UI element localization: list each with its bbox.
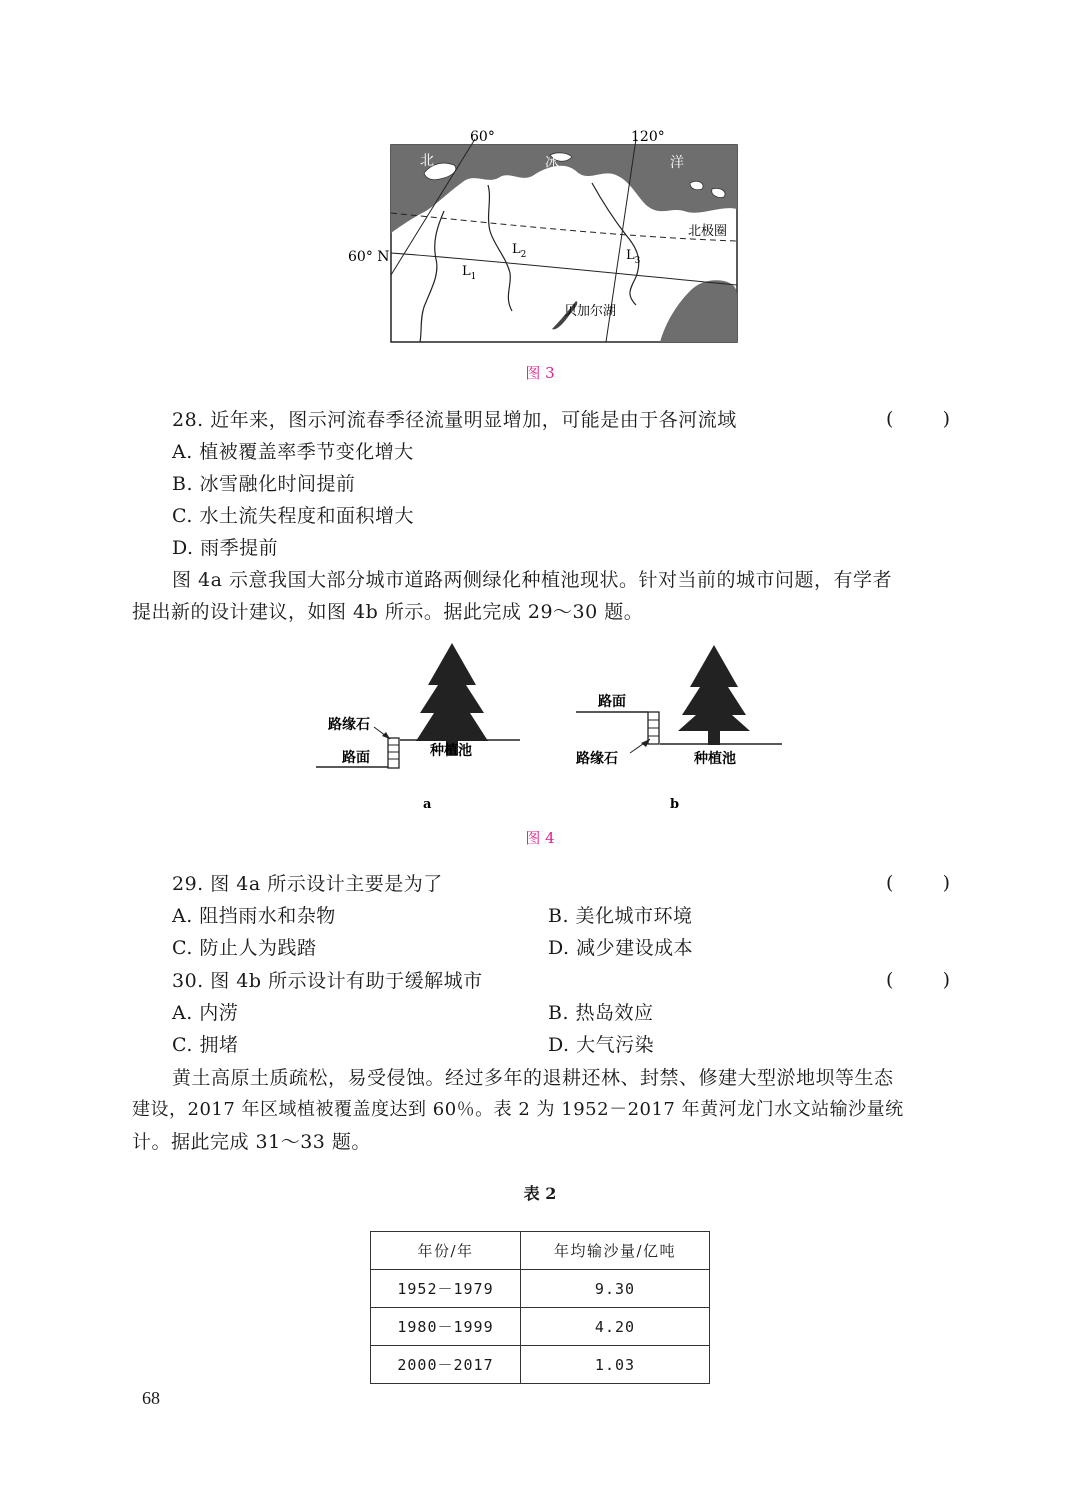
table-row	[371, 1308, 710, 1346]
table-cell-sediment: 1.03	[520, 1346, 709, 1384]
curb-a	[388, 738, 399, 768]
table-2	[370, 1231, 710, 1384]
paren-open: (	[886, 872, 894, 894]
arctic-circle-label: 北极圈	[688, 224, 728, 239]
question-30-answer-blank	[886, 969, 950, 991]
pool-label-a: 种植池	[430, 743, 472, 759]
q30-option-a: A. 内涝	[172, 1002, 239, 1024]
table-header-row	[371, 1232, 710, 1270]
lake-baikal-label: 贝加尔湖	[564, 304, 617, 319]
table-cell-year: 1952－1979	[371, 1270, 521, 1308]
table-cell-year: 1980－1999	[371, 1308, 521, 1346]
q28-option-a: A. 植被覆盖率季节变化增大	[172, 441, 414, 463]
q28-option-b: B. 冰雪融化时间提前	[172, 473, 356, 495]
intro-29-line-2: 提出新的设计建议，如图 4b 所示。据此完成 29～30 题。	[132, 601, 644, 623]
figure-3-map	[340, 125, 750, 350]
paren-close: )	[942, 408, 950, 430]
table-row	[371, 1346, 710, 1384]
subfig-label-b: b	[670, 797, 680, 812]
q28-option-c: C. 水土流失程度和面积增大	[172, 505, 414, 527]
road-label-a: 路面	[342, 750, 370, 766]
page-number: 68	[142, 1388, 160, 1408]
figure-4-diagram	[300, 635, 800, 815]
table-header-year: 年份/年	[371, 1232, 521, 1270]
sea-char-yang: 洋	[670, 155, 684, 171]
pool-label-b: 种植池	[694, 751, 736, 767]
intro-31-line-1: 黄土高原土质疏松，易受侵蚀。经过多年的退耕还林、封禁、修建大型淤地坝等生态	[172, 1067, 894, 1089]
curb-label-b: 路缘石	[576, 751, 618, 767]
table-2-caption: 表 2	[523, 1184, 557, 1203]
river-l2-label: $L_2$	[512, 242, 527, 260]
question-28-answer-blank	[886, 408, 950, 430]
question-28-stem: 28. 近年来，图示河流春季径流量明显增加，可能是由于各河流域	[172, 409, 737, 431]
table-row	[371, 1270, 710, 1308]
question-30-stem: 30. 图 4b 所示设计有助于缓解城市	[172, 970, 483, 992]
q29-option-c: C. 防止人为践踏	[172, 937, 317, 959]
subfig-label-a: a	[423, 797, 432, 812]
lon-60-label: 60°	[470, 129, 495, 145]
q28-option-d: D. 雨季提前	[172, 537, 279, 559]
q30-option-d: D. 大气污染	[548, 1034, 655, 1056]
road-label-b: 路面	[598, 694, 626, 710]
paren-close: )	[942, 969, 950, 991]
sea-char-bei: 北	[420, 153, 434, 169]
table-cell-sediment: 4.20	[520, 1308, 709, 1346]
paren-open: (	[886, 969, 894, 991]
intro-31-line-3: 计。据此完成 31～33 题。	[132, 1131, 371, 1153]
lon-120-label: 120°	[631, 129, 665, 145]
figure-4-caption: 图 4	[525, 829, 555, 847]
tree-icon-b	[678, 645, 750, 731]
curb-label-a: 路缘石	[328, 717, 370, 733]
sea-char-bing: 冰	[545, 155, 559, 171]
paren-close: )	[942, 872, 950, 894]
table-cell-sediment: 9.30	[520, 1270, 709, 1308]
river-l3-label: $L_3$	[626, 248, 641, 266]
question-29-answer-blank	[886, 872, 950, 894]
lat-60n-label: 60° N	[348, 249, 390, 265]
figure-3-caption: 图 3	[525, 364, 555, 382]
q30-option-c: C. 拥堵	[172, 1034, 239, 1056]
question-29-stem: 29. 图 4a 所示设计主要是为了	[172, 873, 443, 895]
intro-29-line-1: 图 4a 示意我国大部分城市道路两侧绿化种植池现状。针对当前的城市问题，有学者	[172, 569, 892, 591]
paren-open: (	[886, 408, 894, 430]
q29-option-a: A. 阻挡雨水和杂物	[172, 905, 336, 927]
intro-31-line-2: 建设，2017 年区域植被覆盖度达到 60％。表 2 为 1952－2017 年黄河龙门水文站输沙量统	[132, 1099, 904, 1120]
q30-option-b: B. 热岛效应	[548, 1002, 654, 1024]
q29-option-b: B. 美化城市环境	[548, 905, 693, 927]
river-l1-label: $L_1$	[462, 264, 477, 282]
q29-option-d: D. 减少建设成本	[548, 937, 694, 959]
table-header-sediment: 年均输沙量/亿吨	[520, 1232, 709, 1270]
table-cell-year: 2000－2017	[371, 1346, 521, 1384]
tree-icon-a	[416, 643, 488, 741]
